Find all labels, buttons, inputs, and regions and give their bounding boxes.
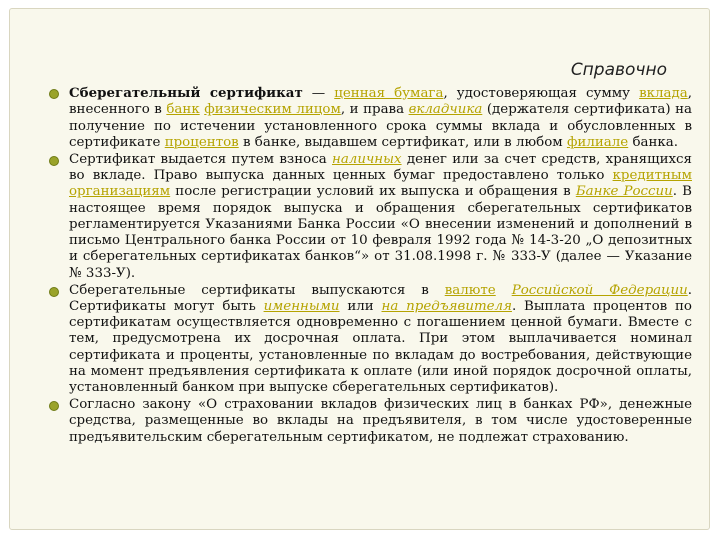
hyperlink[interactable]: процентов [164, 134, 239, 150]
text-run: после регистрации условий их выпуска и обращения в [170, 184, 576, 200]
hyperlink[interactable]: наличных [332, 151, 402, 167]
bullet-icon [49, 287, 59, 297]
hyperlink[interactable]: вклада [639, 86, 688, 101]
text-run: , удостоверяющая сумму [443, 86, 640, 101]
bullet-item [44, 397, 692, 446]
hyperlink[interactable]: Российской Федерации [511, 282, 688, 298]
text-run: Согласно закону «О страховании вкладов физических лиц в банках РФ», денежные средства, размещенные во вклады на предъявителя, в том числе удостоверенные предъявительским сберегательным сертификатом, не подлежат страхованию. [69, 397, 692, 445]
slide-title: Справочно [570, 60, 667, 80]
text-run: — [302, 86, 335, 101]
bullet-item [44, 152, 692, 282]
text-run: Сертификат выдается путем взноса [69, 151, 332, 167]
text-run: . В настоящее время порядок выпуска и обращения сберегательных сертификатов регламентируется Указаниями Банка России «О внесении изменений и дополнений в письмо Центрального банка России от 10 февраля 1992 года № 14-3-20 „О депозитных и сберегательных сертификатах банков“» от 31.08.1998 г. № 333-У (далее — Указание № 333-У). [69, 184, 692, 281]
bullet-list [44, 85, 692, 447]
hyperlink[interactable]: Банке России [575, 184, 673, 200]
hyperlink[interactable]: валюте [444, 282, 496, 298]
hyperlink[interactable]: именными [263, 298, 340, 314]
hyperlink[interactable]: ценная бумага [334, 86, 444, 101]
text-run [496, 283, 512, 298]
hyperlink[interactable]: на предъявителя [381, 298, 512, 314]
hyperlink[interactable]: филиале [566, 134, 629, 150]
term-heading: Сберегательный сертификат [69, 85, 303, 101]
text-run: денег или за счет средств, хранящихся во вкладе. Право выпуска данных ценных бумаг предоставлено только [69, 151, 692, 183]
bullet-icon [49, 401, 59, 411]
hyperlink[interactable]: физическим лицом [204, 102, 341, 118]
bullet-item [44, 283, 692, 397]
text-run: , внесенного в [69, 86, 692, 118]
hyperlink[interactable]: кредитным организациям [69, 167, 692, 200]
bullet-item [44, 85, 692, 151]
bullet-icon [49, 156, 59, 166]
text-run: , и права [340, 102, 409, 118]
hyperlink[interactable]: вкладчика [408, 102, 483, 118]
text-run: Сберегательные сертификаты выпускаются в [69, 282, 445, 298]
text-run: . Выплата процентов по сертификатам осуществляется одновременно с погашением ценной бумаги. Вместе с тем, предусмотрена их досрочная оплата. При этом выплачивается номинал сертификата и проценты, установленные по вкладам до востребования, действующие на момент предъявления сертификата к оплате (или иной порядок досрочной оплаты, установленный банком при выпуске сберегательных сертификатов). [69, 298, 692, 396]
text-run: в банке, выдавшем сертификат, или в любом [238, 134, 567, 150]
hyperlink[interactable]: банк [166, 102, 200, 118]
text-run: или [339, 298, 382, 314]
text-run: (держателя сертификата) на получение по истечении установленного срока суммы вклада и обусловленных в сертификате [69, 102, 692, 150]
bullet-icon [49, 89, 59, 99]
slide-frame [9, 8, 710, 530]
text-run: банка. [628, 134, 679, 150]
text-run: . Сертификаты могут быть [69, 282, 692, 314]
